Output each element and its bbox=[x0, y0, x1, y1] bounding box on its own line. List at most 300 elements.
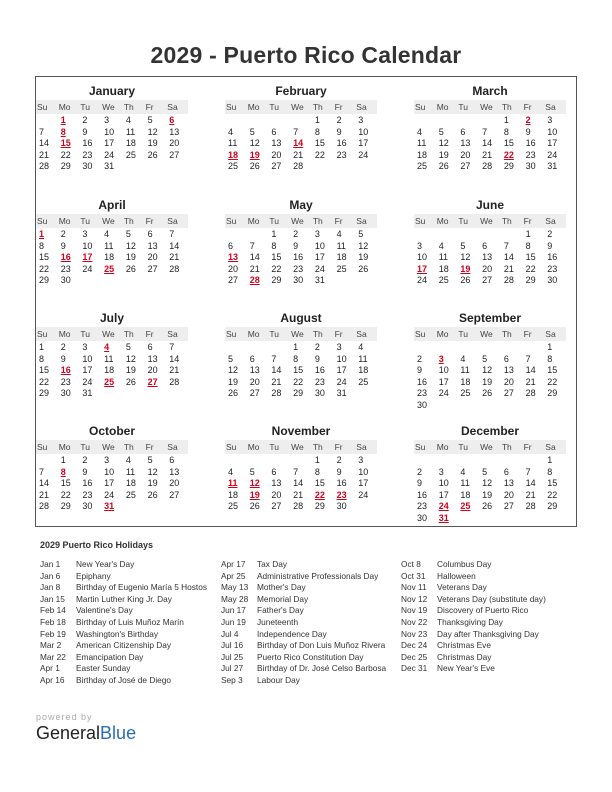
holiday-day-cell: 28 bbox=[249, 275, 260, 286]
day-grid bbox=[36, 229, 188, 287]
weekday-label: Fr bbox=[145, 442, 154, 452]
empty-cell bbox=[523, 342, 545, 354]
holiday-name: Christmas Eve bbox=[437, 640, 491, 651]
day-cell: 31 bbox=[314, 275, 325, 286]
holiday-day-cell: 1 bbox=[60, 115, 66, 125]
day-cell: 19 bbox=[482, 376, 493, 387]
day-cell: 8 bbox=[271, 240, 277, 251]
empty-cell bbox=[36, 455, 58, 467]
day-cell: 12 bbox=[482, 365, 493, 376]
holiday-day-cell: 25 bbox=[104, 376, 115, 387]
day-cell: 10 bbox=[358, 126, 369, 137]
month-name: February bbox=[275, 84, 327, 98]
empty-cell bbox=[290, 115, 312, 127]
empty-cell bbox=[523, 455, 545, 467]
day-cell: 3 bbox=[104, 455, 110, 465]
day-cell: 5 bbox=[482, 353, 488, 364]
month-april bbox=[36, 197, 188, 287]
day-cell: 5 bbox=[358, 229, 364, 239]
day-cell: 6 bbox=[460, 126, 466, 137]
weekday-label: Th bbox=[123, 329, 134, 339]
holiday-day-cell: 6 bbox=[169, 115, 175, 125]
holiday-row bbox=[221, 675, 386, 687]
holiday-row bbox=[221, 571, 386, 583]
month-july bbox=[36, 310, 188, 400]
day-cell: 8 bbox=[525, 240, 531, 251]
day-cell: 17 bbox=[104, 478, 115, 489]
day-cell: 26 bbox=[228, 388, 239, 399]
day-cell: 27 bbox=[169, 489, 180, 500]
day-cell: 29 bbox=[39, 275, 50, 286]
month-name: July bbox=[99, 311, 124, 325]
day-cell: 4 bbox=[336, 229, 342, 239]
weekday-label: Th bbox=[123, 102, 134, 112]
holiday-row bbox=[401, 629, 546, 641]
weekday-label: Fr bbox=[334, 216, 343, 226]
day-cell: 15 bbox=[314, 478, 325, 489]
day-cell: 29 bbox=[314, 501, 325, 512]
month-june bbox=[414, 197, 566, 287]
holiday-date: Jan 1 bbox=[40, 559, 61, 569]
holiday-date: Oct 31 bbox=[401, 570, 426, 581]
day-cell: 18 bbox=[438, 263, 449, 274]
day-cell: 28 bbox=[169, 376, 180, 387]
day-cell: 30 bbox=[82, 501, 93, 512]
day-cell: 27 bbox=[460, 161, 471, 172]
day-cell: 28 bbox=[39, 161, 50, 172]
holiday-row bbox=[40, 652, 207, 664]
weekday-label: Sa bbox=[167, 442, 178, 452]
weekday-label: Sa bbox=[545, 102, 556, 112]
empty-cell bbox=[501, 342, 523, 354]
day-cell: 3 bbox=[547, 115, 553, 125]
weekday-label: Sa bbox=[356, 216, 367, 226]
day-cell: 5 bbox=[147, 115, 153, 125]
holiday-row bbox=[40, 582, 207, 594]
day-cell: 9 bbox=[82, 466, 88, 477]
day-cell: 21 bbox=[525, 489, 536, 500]
day-cell: 14 bbox=[482, 138, 493, 149]
weekday-label: Th bbox=[123, 216, 134, 226]
empty-cell bbox=[436, 455, 458, 467]
day-cell: 16 bbox=[547, 252, 558, 263]
day-grid bbox=[36, 342, 188, 400]
holiday-row bbox=[401, 652, 546, 664]
weekday-label: Su bbox=[226, 216, 237, 226]
day-cell: 13 bbox=[147, 353, 158, 364]
holiday-day-cell: 19 bbox=[249, 149, 260, 160]
day-cell: 31 bbox=[104, 161, 115, 172]
day-grid bbox=[36, 115, 188, 173]
day-cell: 5 bbox=[125, 342, 131, 352]
day-cell: 19 bbox=[125, 365, 136, 376]
holiday-date: Dec 24 bbox=[401, 640, 428, 651]
holiday-day-cell: 27 bbox=[147, 376, 158, 387]
weekday-header bbox=[225, 440, 377, 454]
holiday-name: New Year's Eve bbox=[437, 663, 495, 674]
day-cell: 28 bbox=[39, 501, 50, 512]
day-cell: 30 bbox=[547, 275, 558, 286]
day-cell: 31 bbox=[336, 388, 347, 399]
holiday-date: Jun 19 bbox=[221, 616, 246, 627]
day-cell: 3 bbox=[104, 115, 110, 125]
empty-cell bbox=[290, 455, 312, 467]
day-cell: 24 bbox=[82, 263, 93, 274]
day-cell: 13 bbox=[271, 138, 282, 149]
day-cell: 3 bbox=[314, 229, 320, 239]
day-cell: 30 bbox=[336, 501, 347, 512]
month-name: March bbox=[472, 84, 508, 98]
day-grid bbox=[414, 342, 566, 412]
day-cell: 6 bbox=[228, 240, 234, 251]
day-cell: 21 bbox=[503, 263, 514, 274]
day-cell: 17 bbox=[336, 365, 347, 376]
day-cell: 6 bbox=[169, 455, 175, 465]
weekday-label: Su bbox=[226, 442, 237, 452]
weekday-label: Su bbox=[415, 329, 426, 339]
day-cell: 21 bbox=[482, 149, 493, 160]
holiday-row bbox=[401, 663, 546, 675]
day-cell: 27 bbox=[147, 263, 158, 274]
day-cell: 13 bbox=[169, 466, 180, 477]
day-cell: 18 bbox=[460, 376, 471, 387]
weekday-label: Su bbox=[226, 102, 237, 112]
day-cell: 10 bbox=[104, 126, 115, 137]
day-cell: 9 bbox=[82, 126, 88, 137]
day-cell: 20 bbox=[482, 263, 493, 274]
weekday-label: Sa bbox=[356, 329, 367, 339]
day-cell: 11 bbox=[336, 240, 346, 251]
weekday-label: Th bbox=[501, 102, 512, 112]
day-cell: 14 bbox=[249, 252, 260, 263]
weekday-label: Sa bbox=[545, 442, 556, 452]
day-cell: 25 bbox=[358, 376, 369, 387]
weekday-label: Sa bbox=[545, 329, 556, 339]
day-cell: 29 bbox=[525, 275, 536, 286]
day-cell: 4 bbox=[125, 115, 131, 125]
holiday-name: Martin Luther King Jr. Day bbox=[76, 593, 172, 604]
holiday-name: Mother's Day bbox=[257, 582, 306, 593]
empty-cell bbox=[501, 455, 523, 467]
day-cell: 9 bbox=[417, 478, 423, 489]
holiday-day-cell: 3 bbox=[438, 353, 444, 364]
day-cell: 18 bbox=[358, 365, 369, 376]
holiday-row bbox=[221, 605, 386, 617]
day-cell: 10 bbox=[82, 240, 93, 251]
day-cell: 7 bbox=[39, 126, 45, 137]
holiday-row bbox=[40, 605, 207, 617]
day-cell: 29 bbox=[547, 501, 558, 512]
day-cell: 24 bbox=[417, 275, 428, 286]
day-cell: 24 bbox=[104, 149, 115, 160]
day-cell: 24 bbox=[82, 376, 93, 387]
day-cell: 6 bbox=[503, 466, 509, 477]
day-cell: 22 bbox=[271, 263, 282, 274]
day-cell: 11 bbox=[417, 138, 427, 149]
day-cell: 27 bbox=[249, 388, 260, 399]
day-cell: 24 bbox=[358, 489, 369, 500]
month-september bbox=[414, 310, 566, 412]
holiday-date: Nov 22 bbox=[401, 616, 428, 627]
day-cell: 21 bbox=[249, 263, 260, 274]
holiday-day-cell: 25 bbox=[460, 501, 471, 512]
day-cell: 20 bbox=[169, 138, 180, 149]
month-october bbox=[36, 423, 188, 513]
holiday-day-cell: 25 bbox=[104, 263, 115, 274]
day-cell: 2 bbox=[60, 342, 66, 352]
weekday-label: Sa bbox=[167, 329, 178, 339]
day-cell: 28 bbox=[169, 263, 180, 274]
month-august bbox=[225, 310, 377, 400]
day-cell: 4 bbox=[125, 455, 131, 465]
day-cell: 3 bbox=[358, 455, 364, 465]
day-cell: 20 bbox=[228, 263, 239, 274]
holiday-date: Feb 19 bbox=[40, 628, 66, 639]
day-cell: 12 bbox=[438, 138, 449, 149]
brand-name-general: General bbox=[36, 723, 101, 743]
holiday-name: Birthday of Dr. José Celso Barbosa bbox=[257, 663, 387, 674]
day-cell: 27 bbox=[503, 388, 514, 399]
holiday-name: Memorial Day bbox=[257, 593, 309, 604]
day-cell: 14 bbox=[39, 478, 50, 489]
day-cell: 2 bbox=[82, 455, 88, 465]
day-cell: 8 bbox=[314, 126, 320, 137]
empty-cell bbox=[225, 115, 247, 127]
holiday-row bbox=[221, 640, 386, 652]
day-cell: 28 bbox=[503, 275, 514, 286]
day-cell: 24 bbox=[336, 376, 347, 387]
day-cell: 19 bbox=[482, 489, 493, 500]
holiday-name: Halloween bbox=[437, 570, 476, 581]
day-cell: 11 bbox=[358, 353, 368, 364]
day-cell: 12 bbox=[249, 138, 260, 149]
month-february bbox=[225, 83, 377, 173]
day-cell: 23 bbox=[314, 376, 325, 387]
holiday-day-cell: 18 bbox=[228, 149, 239, 160]
day-cell: 19 bbox=[147, 478, 158, 489]
holiday-name: Veterans Day bbox=[437, 582, 487, 593]
weekday-label: Mo bbox=[58, 216, 71, 226]
day-cell: 6 bbox=[482, 240, 488, 251]
holiday-row bbox=[40, 559, 207, 571]
day-cell: 8 bbox=[39, 353, 45, 364]
day-cell: 8 bbox=[503, 126, 509, 137]
day-cell: 15 bbox=[503, 138, 514, 149]
holiday-name: Washington's Birthday bbox=[76, 628, 158, 639]
day-cell: 16 bbox=[293, 252, 304, 263]
day-cell: 21 bbox=[39, 489, 50, 500]
weekday-label: Tu bbox=[80, 442, 91, 452]
day-cell: 14 bbox=[169, 240, 180, 251]
weekday-label: Mo bbox=[58, 329, 71, 339]
holiday-date: Jan 8 bbox=[40, 582, 61, 593]
weekday-label: We bbox=[291, 216, 304, 226]
day-cell: 14 bbox=[525, 365, 536, 376]
day-cell: 15 bbox=[39, 252, 50, 263]
holiday-day-cell: 13 bbox=[228, 252, 239, 263]
day-cell: 7 bbox=[482, 126, 488, 137]
day-cell: 10 bbox=[336, 353, 347, 364]
day-cell: 22 bbox=[39, 376, 50, 387]
holiday-name: Emancipation Day bbox=[76, 651, 144, 662]
day-cell: 3 bbox=[358, 115, 364, 125]
weekday-label: Th bbox=[312, 442, 323, 452]
holiday-row bbox=[40, 629, 207, 641]
day-cell: 11 bbox=[460, 365, 470, 376]
day-cell: 5 bbox=[460, 240, 466, 251]
holiday-name: Puerto Rico Constitution Day bbox=[257, 651, 364, 662]
holiday-day-cell: 8 bbox=[60, 126, 66, 137]
holiday-row bbox=[401, 640, 546, 652]
day-cell: 25 bbox=[336, 263, 347, 274]
day-cell: 4 bbox=[460, 353, 466, 364]
day-cell: 20 bbox=[271, 149, 282, 160]
day-cell: 27 bbox=[482, 275, 493, 286]
day-cell: 20 bbox=[503, 489, 514, 500]
day-cell: 14 bbox=[271, 365, 282, 376]
weekday-label: Tu bbox=[269, 216, 280, 226]
day-cell: 5 bbox=[125, 229, 131, 239]
day-cell: 10 bbox=[547, 126, 558, 137]
holiday-day-cell: 16 bbox=[60, 365, 71, 376]
weekday-label: Sa bbox=[167, 102, 178, 112]
holiday-name: Birthday of José de Diego bbox=[76, 674, 172, 685]
day-cell: 9 bbox=[336, 466, 342, 477]
weekday-label: Tu bbox=[80, 216, 91, 226]
empty-cell bbox=[247, 342, 269, 354]
day-cell: 21 bbox=[293, 149, 304, 160]
weekday-label: Mo bbox=[436, 442, 449, 452]
day-cell: 23 bbox=[525, 149, 536, 160]
day-cell: 18 bbox=[336, 252, 347, 263]
day-cell: 15 bbox=[525, 252, 536, 263]
day-cell: 31 bbox=[82, 388, 93, 399]
holiday-date: Feb 18 bbox=[40, 616, 66, 627]
weekday-label: We bbox=[480, 102, 493, 112]
day-cell: 20 bbox=[249, 376, 260, 387]
weekday-header bbox=[36, 440, 188, 454]
weekday-label: Th bbox=[312, 102, 323, 112]
holiday-name: Birthday of Eugenio María 5 Hostos bbox=[76, 582, 207, 593]
weekday-label: Mo bbox=[247, 442, 260, 452]
holiday-name: Birthday of Don Luis Muñoz Rivera bbox=[257, 640, 386, 651]
weekday-label: Fr bbox=[334, 442, 343, 452]
holiday-day-cell: 17 bbox=[417, 263, 428, 274]
day-cell: 13 bbox=[460, 138, 471, 149]
day-cell: 26 bbox=[482, 388, 493, 399]
holiday-date: Sep 3 bbox=[221, 674, 243, 685]
day-cell: 29 bbox=[503, 161, 514, 172]
weekday-label: Su bbox=[226, 329, 237, 339]
weekday-label: We bbox=[480, 442, 493, 452]
day-cell: 13 bbox=[482, 252, 493, 263]
day-cell: 16 bbox=[417, 376, 428, 387]
day-cell: 7 bbox=[39, 466, 45, 477]
day-cell: 20 bbox=[147, 365, 158, 376]
day-cell: 22 bbox=[39, 263, 50, 274]
day-cell: 7 bbox=[525, 353, 531, 364]
day-cell: 12 bbox=[147, 126, 158, 137]
holiday-column bbox=[40, 559, 207, 687]
day-cell: 9 bbox=[547, 240, 553, 251]
empty-cell bbox=[414, 229, 436, 241]
holiday-date: Nov 19 bbox=[401, 605, 428, 616]
holiday-day-cell: 14 bbox=[293, 138, 304, 149]
day-cell: 26 bbox=[125, 263, 136, 274]
day-cell: 1 bbox=[314, 455, 320, 465]
holiday-date: Dec 25 bbox=[401, 651, 428, 662]
day-cell: 16 bbox=[82, 478, 93, 489]
holiday-day-cell: 11 bbox=[228, 478, 238, 489]
holiday-date: Apr 1 bbox=[40, 663, 60, 674]
holiday-date: Jan 15 bbox=[40, 593, 65, 604]
day-cell: 17 bbox=[82, 365, 93, 376]
day-cell: 2 bbox=[314, 342, 320, 352]
weekday-label: We bbox=[102, 102, 115, 112]
weekday-label: Tu bbox=[80, 102, 91, 112]
day-cell: 25 bbox=[417, 161, 428, 172]
holiday-name: Labour Day bbox=[257, 674, 300, 685]
day-cell: 2 bbox=[336, 455, 342, 465]
month-name: December bbox=[460, 424, 520, 438]
holiday-date: Dec 31 bbox=[401, 663, 428, 674]
day-cell: 22 bbox=[525, 263, 536, 274]
day-cell: 15 bbox=[60, 478, 71, 489]
day-cell: 6 bbox=[147, 342, 153, 352]
day-cell: 23 bbox=[336, 149, 347, 160]
holiday-date: Mar 2 bbox=[40, 640, 62, 651]
day-cell: 21 bbox=[169, 365, 180, 376]
day-cell: 20 bbox=[503, 376, 514, 387]
holiday-date: Apr 25 bbox=[221, 570, 246, 581]
day-cell: 15 bbox=[547, 478, 558, 489]
weekday-label: Tu bbox=[269, 329, 280, 339]
weekday-label: Tu bbox=[269, 102, 280, 112]
day-cell: 26 bbox=[147, 489, 158, 500]
holiday-day-cell: 22 bbox=[314, 489, 325, 500]
day-cell: 3 bbox=[82, 342, 88, 352]
holiday-date: Jun 17 bbox=[221, 605, 246, 616]
brand-logo[interactable] bbox=[36, 723, 136, 744]
day-cell: 9 bbox=[417, 365, 423, 376]
empty-cell bbox=[225, 229, 247, 241]
day-cell: 27 bbox=[271, 161, 282, 172]
day-cell: 13 bbox=[503, 478, 514, 489]
day-cell: 14 bbox=[39, 138, 50, 149]
holiday-day-cell: 31 bbox=[438, 512, 449, 523]
holiday-row bbox=[401, 594, 546, 606]
holiday-column bbox=[221, 559, 386, 687]
day-cell: 22 bbox=[60, 149, 71, 160]
day-cell: 17 bbox=[358, 138, 369, 149]
weekday-label: We bbox=[291, 329, 304, 339]
day-cell: 2 bbox=[293, 229, 299, 239]
weekday-label: Mo bbox=[247, 102, 260, 112]
holiday-name: Thanksgiving Day bbox=[437, 616, 503, 627]
holiday-name: Epiphany bbox=[76, 570, 111, 581]
holiday-row bbox=[40, 571, 207, 583]
day-cell: 5 bbox=[228, 353, 234, 364]
holiday-name: Birthday of Luis Muñoz Marín bbox=[76, 616, 184, 627]
day-cell: 28 bbox=[293, 501, 304, 512]
holiday-date: May 13 bbox=[221, 582, 249, 593]
day-cell: 7 bbox=[271, 353, 277, 364]
day-cell: 1 bbox=[547, 342, 553, 352]
weekday-label: Sa bbox=[545, 216, 556, 226]
day-cell: 6 bbox=[147, 229, 153, 239]
day-cell: 11 bbox=[104, 353, 114, 364]
holiday-row bbox=[221, 559, 386, 571]
